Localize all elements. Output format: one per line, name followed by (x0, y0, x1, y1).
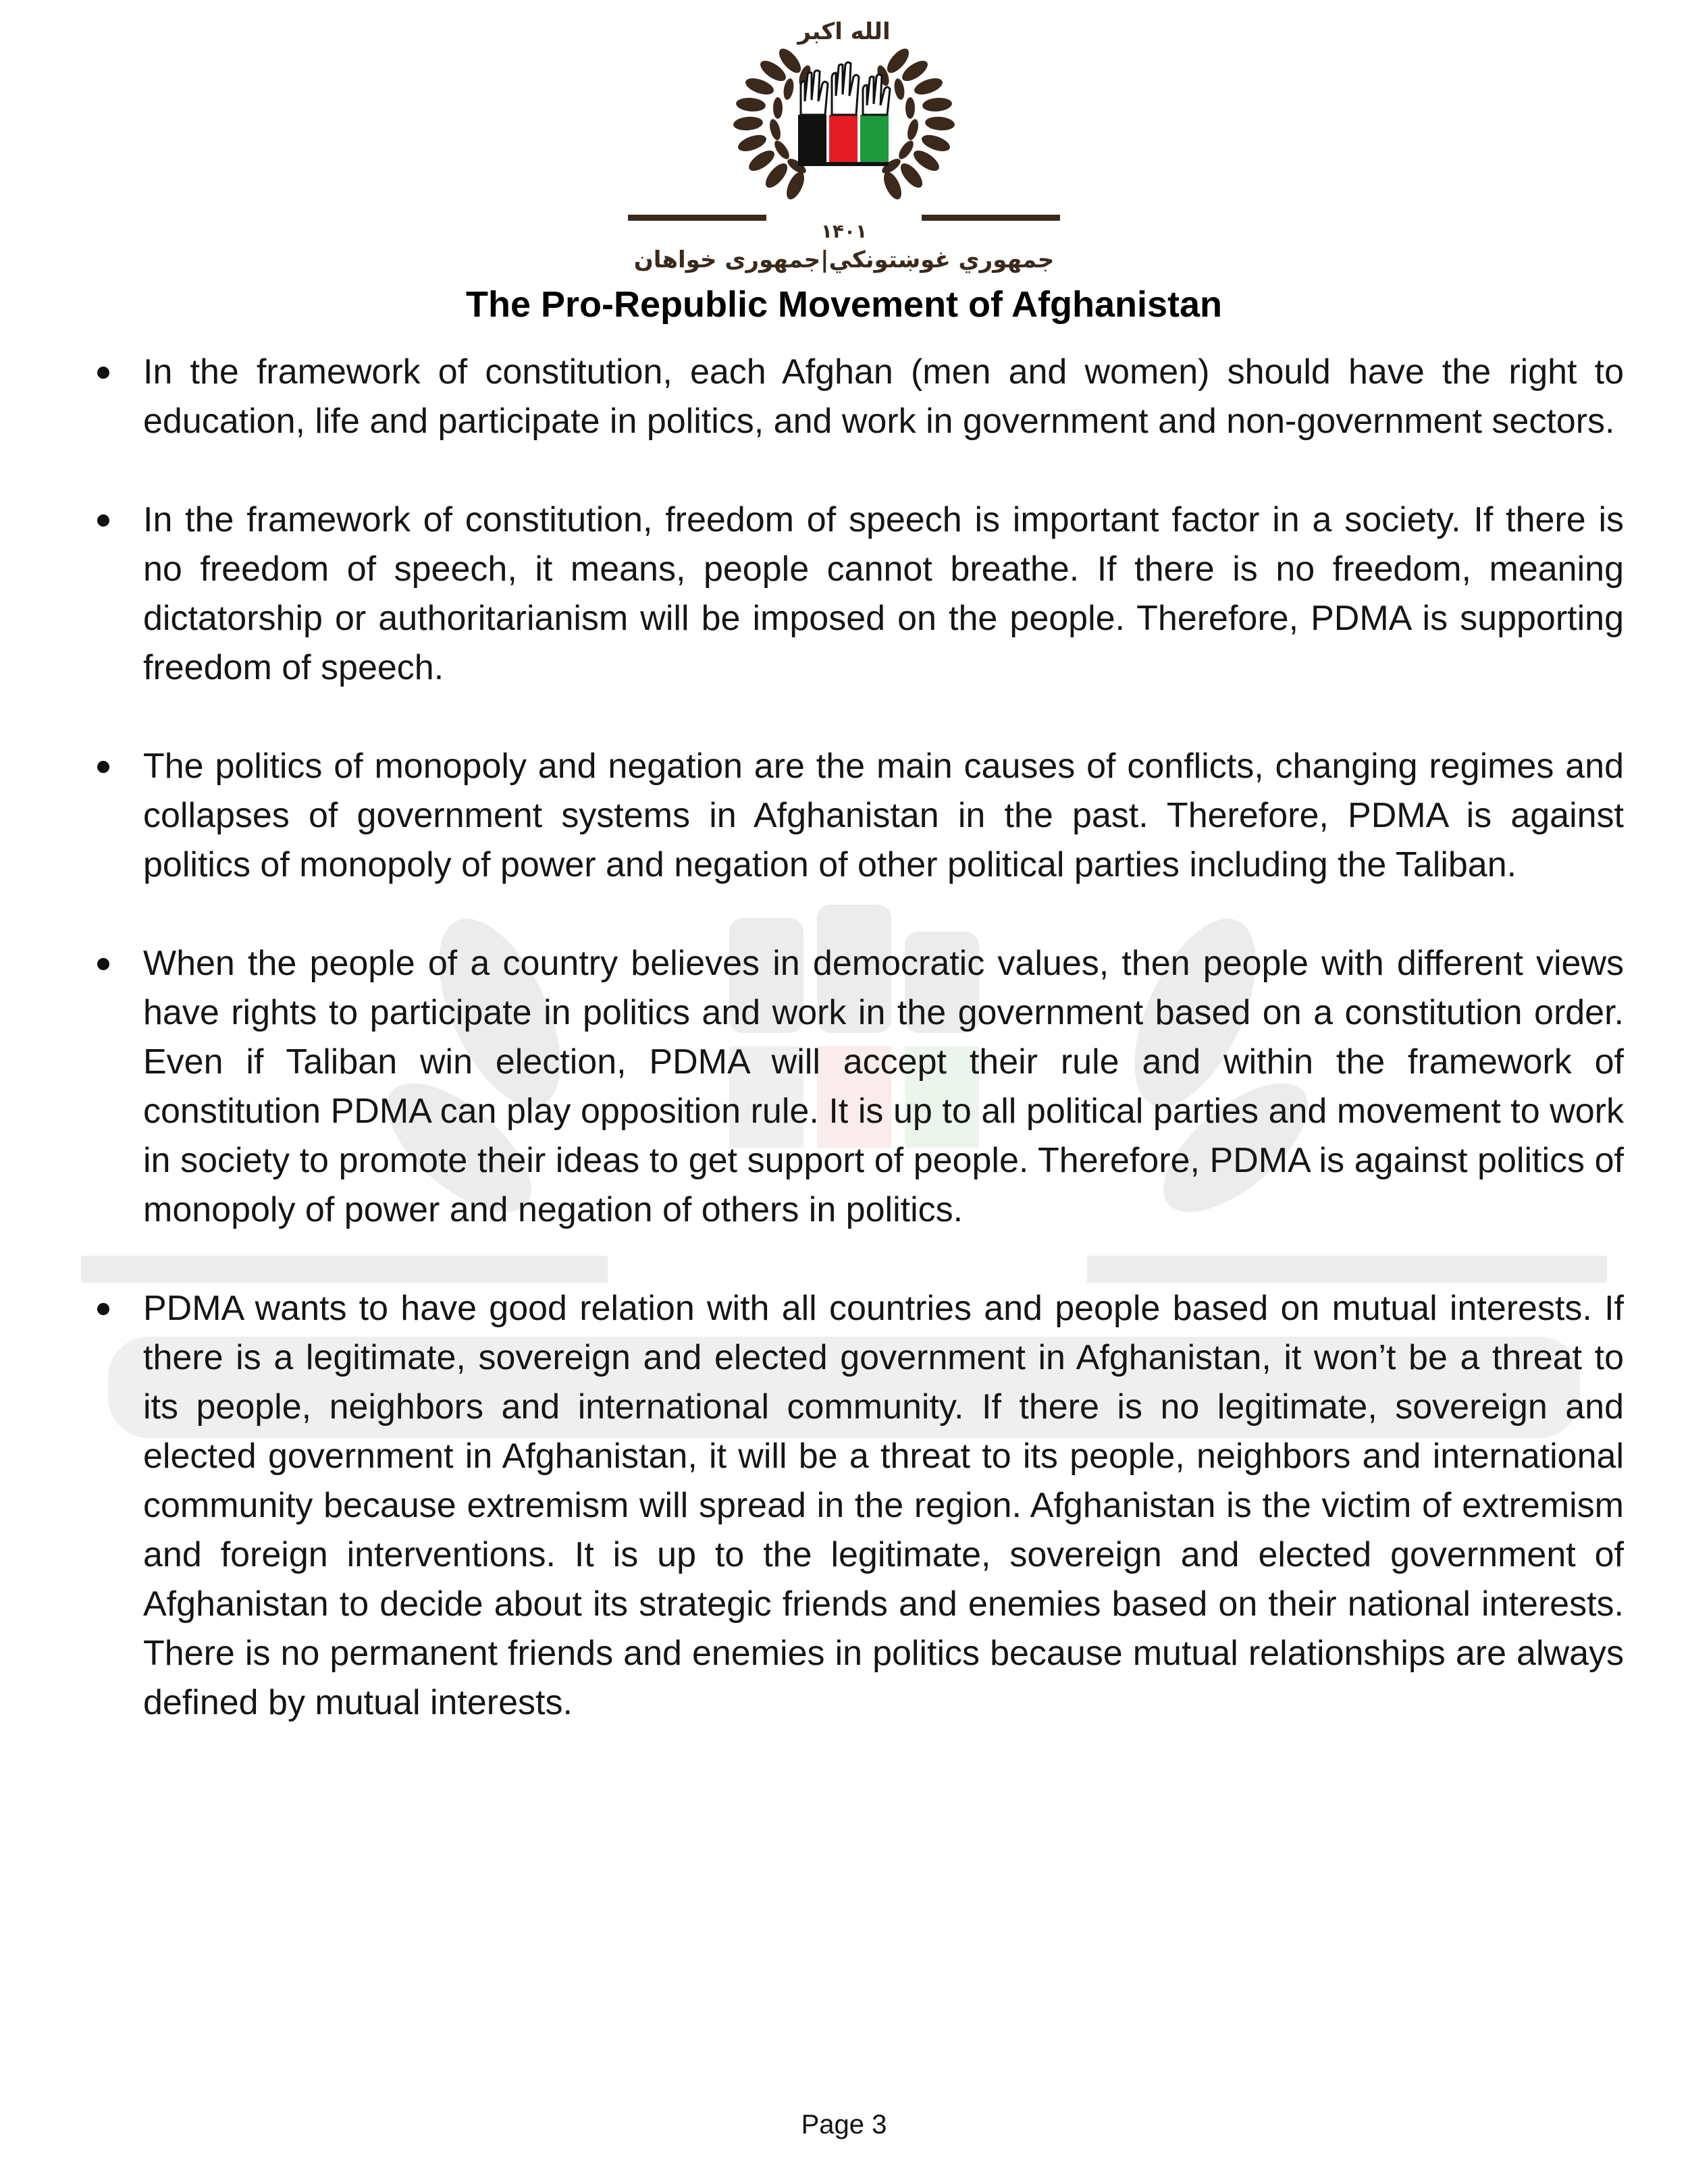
list-item-text: In the framework of constitution, freedom of speech is important factor in a society. If there is no freedom of speech, it means, people cannot breathe. If there is no freedom, meaning dictatorship or authoritarianism will be imposed on the people. Therefore, PDMA is supporting freedom of speech. (143, 500, 1624, 687)
bullet-icon (97, 514, 109, 527)
bullet-icon (97, 958, 109, 970)
list-item (81, 742, 1624, 890)
document-title: The Pro-Republic Movement of Afghanistan (465, 284, 1223, 325)
list-item (81, 1284, 1624, 1728)
logo-top-text: الله اکبر (797, 18, 891, 45)
document-body (81, 348, 1624, 1777)
page-number: Page 3 (801, 2110, 887, 2139)
document-header (0, 14, 1688, 277)
list-item-text: When the people of a country believes in democratic values, then people with different views have rights to participate in politics and work in the government based on a constitution order. Even if Taliban win election, PDMA will accept their rule and within the framework of constitution PDMA can play opposition rule. It is up to all political parties and movement to work in society to promote their ideas to get support of people. Therefore, PDMA is against politics of monopoly of power and negation of others in politics. (143, 944, 1624, 1229)
list-item (81, 496, 1624, 693)
bullet-icon (97, 367, 109, 379)
raised-hands-icon (798, 62, 890, 166)
bullet-icon (97, 1303, 109, 1315)
list-item-text: PDMA wants to have good relation with all countries and people based on mutual interests. If there is a legitimate, sovereign and elected government in Afghanistan, it won’t be a threat to its people, neighbors and international community. If there is no legitimate, sovereign and elected government in Afghanistan, it will be a threat to its people, neighbors and international community because extremism will spread in the region. Afghanistan is the victim of extremism and foreign interventions. It is up to the legitimate, sovereign and elected government of Afghanistan to decide about its strategic friends and enemies based on their national interests. There is no permanent friends and enemies in politics because mutual relationships are always defined by mutual interests. (143, 1289, 1624, 1722)
logo-year: ۱۴۰۱ (820, 220, 868, 242)
list-item (81, 939, 1624, 1235)
list-item-text: The politics of monopoly and negation are the main causes of conflicts, changing regimes and collapses of government systems in Afghanistan in the past. Therefore, PDMA is against politics of monopoly of power and negation of other political parties including the Taliban. (143, 747, 1624, 884)
movement-logo (628, 14, 1060, 277)
bullet-icon (97, 761, 109, 773)
list-item (81, 348, 1624, 446)
list-item-text: In the framework of constitution, each Afghan (men and women) should have the right to education, life and participate in politics, and work in government and non-government sectors. (143, 352, 1624, 441)
logo-bottom-text: جمهوري غوښتونكي|جمهوری خواهان (633, 246, 1055, 273)
policy-points-list (81, 348, 1624, 1728)
